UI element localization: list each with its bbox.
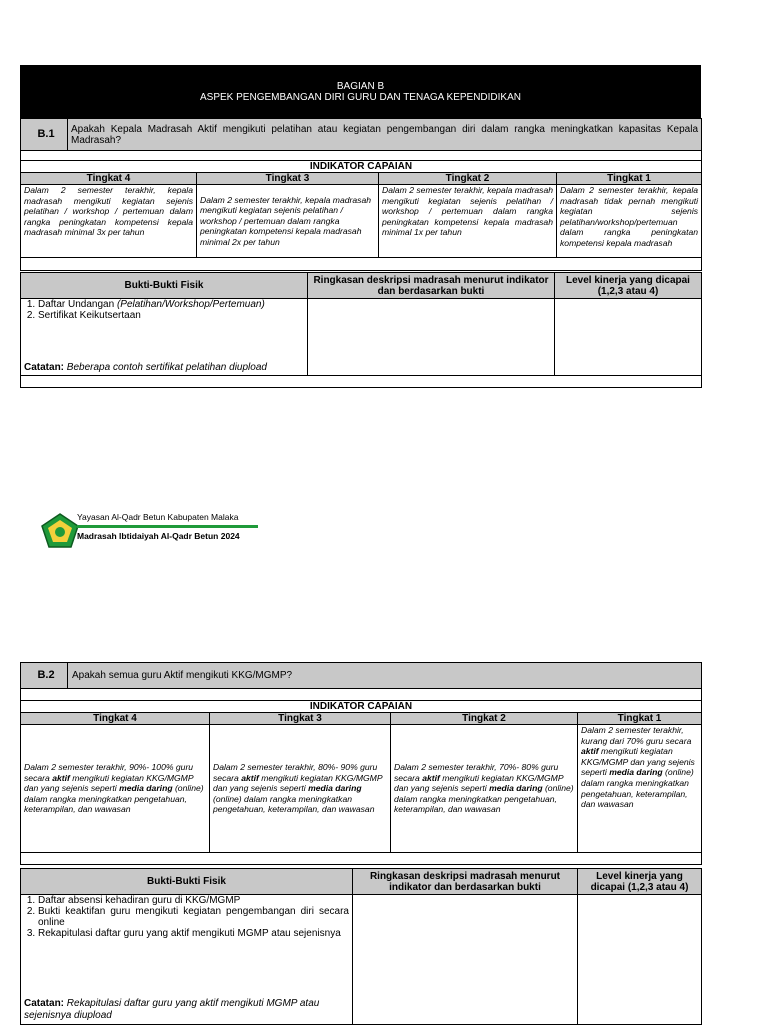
b1-question-text: Apakah Kepala Madrasah Aktif mengikuti pelatihan atau kegiatan pengembangan diri dalam rangka meningkatkan kapasitas Kepala Madrasah? — [71, 123, 699, 146]
footer-institution: Yayasan Al-Qadr Betun Kabupaten Malaka — [77, 512, 239, 522]
b2-desc-level-4: Dalam 2 semester terakhir, 90%- 100% guru secara aktif mengikuti kegiatan KKG/MGMP dan yang sejenis seperti media daring (online) dalam rangka meningkatkan pengetahuan, keterampilan, dan wawasan — [21, 725, 210, 853]
b1-evidence-header: Bukti-Bukti Fisik — [21, 273, 308, 299]
b2-summary-cell[interactable] — [353, 895, 578, 1025]
b2-desc-level-1: Dalam 2 semester terakhir, kurang dari 70% guru secara aktif mengikuti kegiatan KKG/MGMP dan yang sejenis seperti media daring (online) dalam rangka meningkatkan pengetahuan, keterampilan, dan wawasan — [578, 725, 702, 853]
b1-table — [20, 118, 702, 271]
b1-desc-level-1: Dalam 2 semester terakhir, kepala madrasah tidak pernah mengikuti kegiatan sejenis pelatihan/workshop/pertemuan dalam rangka peningkatan kompetensi kepala madrasah — [557, 185, 702, 258]
list-item: 2. Bukti keaktifan guru mengikuti kegiatan pengembangan diri secara online — [38, 906, 349, 928]
b2-summary-header: Ringkasan deskripsi madrasah menurut indikator dan berdasarkan bukti — [353, 869, 578, 895]
b1-summary-header: Ringkasan deskripsi madrasah menurut indikator dan berdasarkan bukti — [308, 273, 555, 299]
footer-divider — [77, 525, 258, 528]
b2-question-code: B.2 — [25, 663, 68, 688]
b1-desc-level-2: Dalam 2 semester terakhir, kepala madrasah mengikuti kegiatan sejenis pelatihan / workshop / pertemuan dalam rangka peningkatan kompetensi kepala madrasah minimal 1x per tahun — [379, 185, 557, 258]
b1-indicator-title: INDIKATOR CAPAIAN — [21, 161, 702, 173]
b2-level-1: Tingkat 1 — [578, 713, 702, 725]
b2-table — [20, 662, 702, 865]
b1-question-code: B.1 — [25, 119, 68, 150]
b1-desc-level-3: Dalam 2 semester terakhir, kepala madrasah mengikuti kegiatan sejenis pelatihan / workshop / pertemuan dalam rangka peningkatan kompetensi kepala madrasah minimal 2x per tahun — [197, 185, 379, 258]
b2-level-cell[interactable] — [578, 895, 702, 1025]
footer-school: Madrasah Ibtidaiyah Al-Qadr Betun 2024 — [77, 531, 240, 541]
b2-evidence-list — [21, 895, 353, 1025]
b2-indicator-title: INDIKATOR CAPAIAN — [21, 701, 702, 713]
section-b-title: ASPEK PENGEMBANGAN DIRI GURU DAN TENAGA KEPENDIDIKAN — [200, 92, 521, 103]
b2-level-4: Tingkat 4 — [21, 713, 210, 725]
b1-level-1: Tingkat 1 — [557, 173, 702, 185]
b1-level-3: Tingkat 3 — [197, 173, 379, 185]
section-b-label: BAGIAN B — [336, 81, 385, 92]
b1-summary-cell[interactable] — [308, 299, 555, 376]
b2-evidence-table — [20, 868, 702, 1025]
b1-note: Catatan: Beberapa contoh sertifikat pelatihan diupload — [24, 362, 267, 373]
list-item: 1. Daftar Undangan (Pelatihan/Workshop/Pertemuan) — [38, 299, 304, 310]
b2-level-3: Tingkat 3 — [210, 713, 391, 725]
b2-question-text: Apakah semua guru Aktif mengikuti KKG/MGMP? — [72, 670, 293, 681]
b1-level-4: Tingkat 4 — [21, 173, 197, 185]
b2-desc-level-3: Dalam 2 semester terakhir, 80%- 90% guru secara aktif mengikuti kegiatan KKG/MGMP dan yang sejenis seperti media daring (online) dalam rangka meningkatkan pengetahuan, keterampilan, dan wawasan — [210, 725, 391, 853]
list-item: 3. Rekapitulasi daftar guru yang aktif mengikuti MGMP atau sejenisnya — [38, 928, 349, 939]
b1-evidence-table — [20, 272, 702, 388]
b1-evidence-list — [21, 299, 308, 376]
list-item: 1. Daftar absensi kehadiran guru di KKG/MGMP — [38, 895, 349, 906]
b1-level-header: Level kinerja yang dicapai (1,2,3 atau 4) — [555, 273, 702, 299]
footer-logo — [40, 513, 80, 549]
b2-note: Catatan: Rekapitulasi daftar guru yang aktif mengikuti MGMP atau sejenisnya diupload — [24, 998, 320, 1021]
list-item: 2. Sertifikat Keikutsertaan — [38, 310, 304, 321]
b2-desc-level-2: Dalam 2 semester terakhir, 70%- 80% guru secara aktif mengikuti kegiatan KKG/MGMP dan yang sejenis seperti media daring (online) dalam rangka meningkatkan pengetahuan, keterampilan, dan wawasan — [391, 725, 578, 853]
b2-level-header: Level kinerja yang dicapai (1,2,3 atau 4) — [578, 869, 702, 895]
madrasah-emblem-icon — [40, 513, 80, 549]
section-b-header — [20, 65, 701, 118]
b1-desc-level-4: Dalam 2 semester terakhir, kepala madrasah mengikuti kegiatan sejenis pelatihan / workshop / pertemuan dalam rangka peningkatan kompetensi kepala madrasah minimal 3x per tahun — [21, 185, 197, 258]
b2-evidence-header: Bukti-Bukti Fisik — [21, 869, 353, 895]
b2-level-2: Tingkat 2 — [391, 713, 578, 725]
b1-level-cell[interactable] — [555, 299, 702, 376]
b1-level-2: Tingkat 2 — [379, 173, 557, 185]
